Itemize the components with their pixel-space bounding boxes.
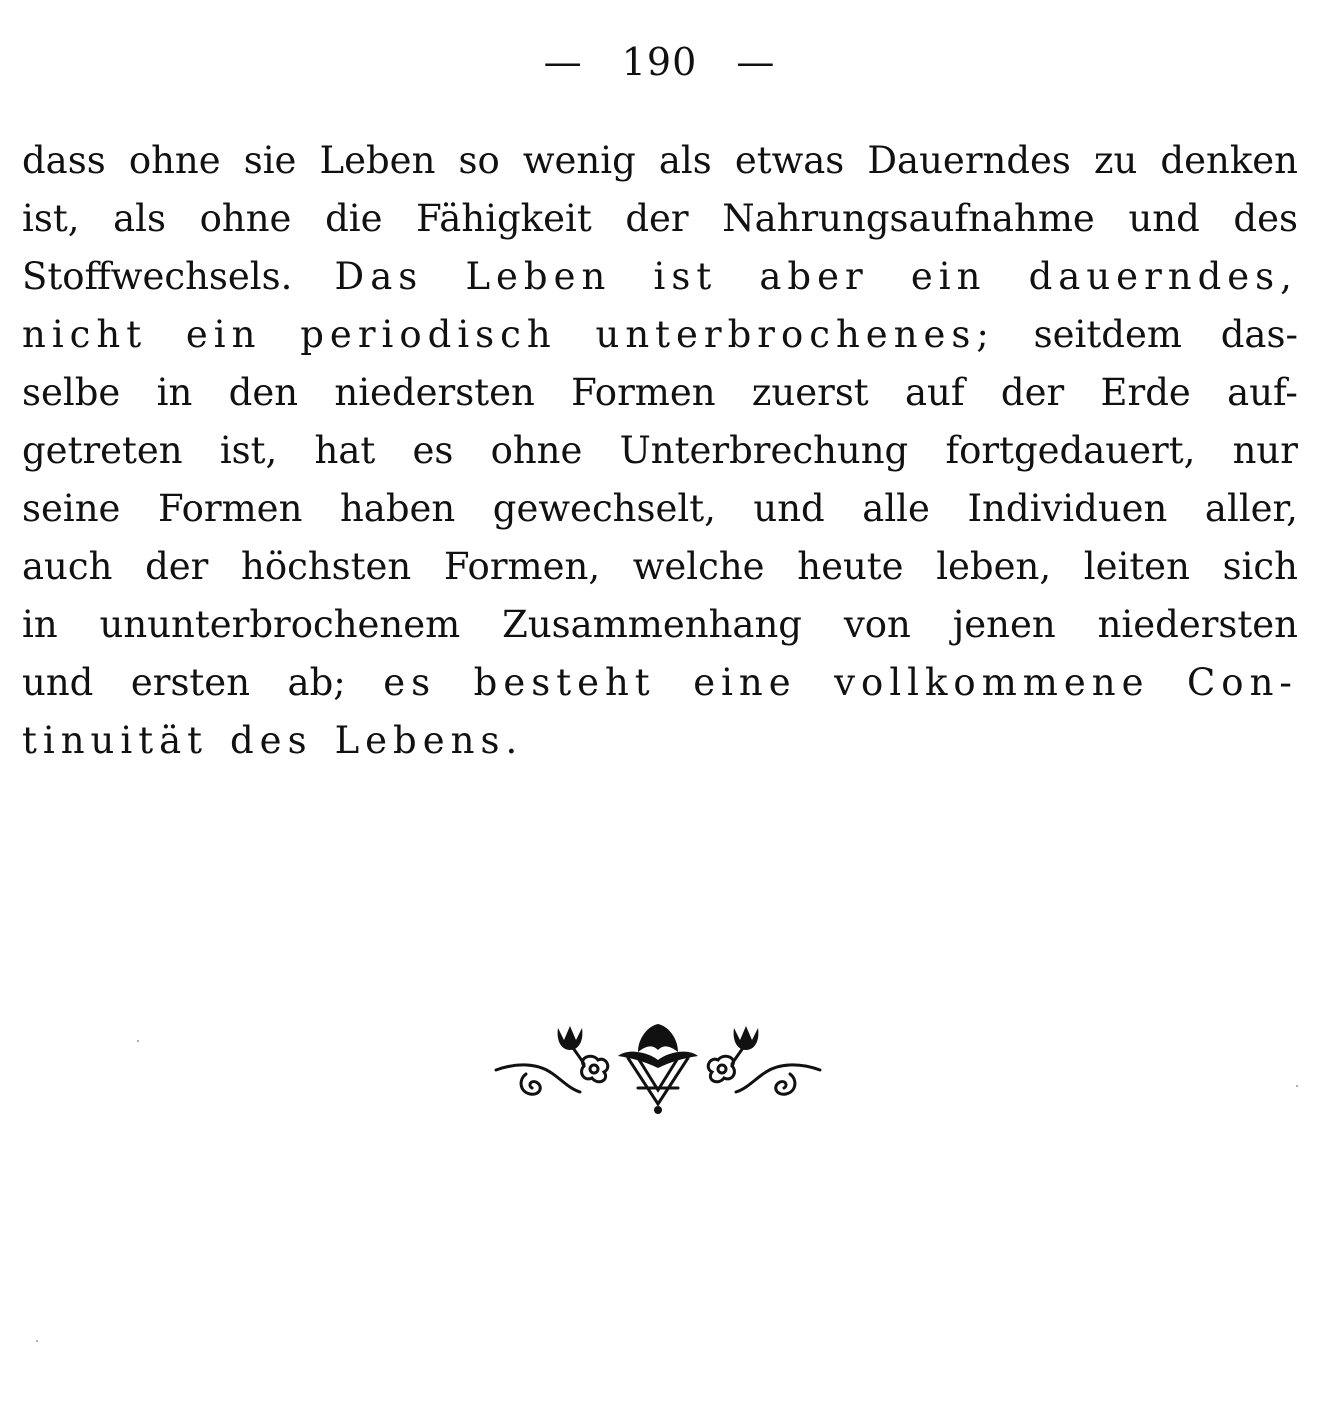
word: aber bbox=[759, 255, 869, 298]
page-header bbox=[0, 38, 1319, 86]
word: Formen, bbox=[443, 545, 601, 588]
word: ununterbrochenem bbox=[99, 603, 461, 646]
word: jenen bbox=[952, 603, 1056, 646]
word: wenig bbox=[522, 139, 636, 182]
word: Erde bbox=[1100, 371, 1191, 414]
word: von bbox=[843, 603, 911, 646]
text-line bbox=[22, 712, 1298, 770]
word: das- bbox=[1220, 313, 1298, 356]
word: seitdem bbox=[1033, 313, 1182, 356]
word: Nahrungsaufnahme bbox=[722, 197, 1095, 240]
word: etwas bbox=[734, 139, 845, 182]
word: alle bbox=[862, 487, 930, 530]
word: fortgedauert, bbox=[945, 429, 1196, 472]
word: ist, bbox=[22, 197, 80, 240]
word: leben, bbox=[936, 545, 1052, 588]
word: Stoffwechsels. bbox=[22, 255, 293, 298]
word: ohne bbox=[199, 197, 292, 240]
word: es bbox=[383, 661, 437, 704]
word: und bbox=[1128, 197, 1200, 240]
word: und bbox=[22, 661, 94, 704]
word: eine bbox=[693, 661, 797, 704]
text-line bbox=[22, 190, 1298, 248]
word: die bbox=[325, 197, 383, 240]
word: es bbox=[412, 429, 454, 472]
word: als bbox=[113, 197, 166, 240]
word: in bbox=[22, 603, 58, 646]
text-line bbox=[22, 654, 1298, 712]
word: der bbox=[1000, 371, 1065, 414]
paper-speck bbox=[137, 1040, 139, 1042]
word: ein bbox=[185, 313, 262, 356]
word: auch bbox=[22, 545, 113, 588]
word: auf- bbox=[1227, 371, 1298, 414]
word: ist bbox=[653, 255, 718, 298]
text-line bbox=[22, 364, 1298, 422]
word: sich bbox=[1222, 545, 1298, 588]
word: ohne bbox=[490, 429, 583, 472]
word: selbe bbox=[22, 371, 121, 414]
word: tinuität bbox=[22, 719, 208, 762]
text-line bbox=[22, 480, 1298, 538]
word: welche bbox=[632, 545, 765, 588]
word: Zusammenhang bbox=[502, 603, 802, 646]
word: haben bbox=[339, 487, 456, 530]
word: besteht bbox=[473, 661, 656, 704]
word: getreten bbox=[22, 429, 183, 472]
word: Leben bbox=[465, 255, 612, 298]
word: aller, bbox=[1204, 487, 1298, 530]
word: periodisch bbox=[300, 313, 557, 356]
word: Con- bbox=[1187, 661, 1298, 704]
word: unterbrochenes; bbox=[595, 313, 995, 356]
paper-speck bbox=[1296, 1085, 1298, 1087]
word: sie bbox=[243, 139, 297, 182]
word: ersten bbox=[130, 661, 251, 704]
page-number: 190 bbox=[621, 40, 698, 84]
word: so bbox=[458, 139, 500, 182]
word: ein bbox=[910, 255, 987, 298]
word: Individuen bbox=[967, 487, 1168, 530]
word: niedersten bbox=[334, 371, 535, 414]
text-line bbox=[22, 132, 1298, 190]
word: Lebens. bbox=[334, 719, 524, 762]
text-line bbox=[22, 422, 1298, 480]
header-dash-right: — bbox=[736, 40, 776, 84]
text-line bbox=[22, 248, 1298, 306]
word: Dauerndes bbox=[867, 139, 1071, 182]
word: der bbox=[625, 197, 689, 240]
word: des bbox=[1233, 197, 1298, 240]
word: Leben bbox=[319, 139, 436, 182]
text-line bbox=[22, 306, 1298, 364]
word: zuerst bbox=[751, 371, 869, 414]
text-line bbox=[22, 538, 1298, 596]
word: dass bbox=[22, 139, 106, 182]
word: dauerndes, bbox=[1028, 255, 1298, 298]
word: in bbox=[156, 371, 193, 414]
word: Das bbox=[334, 255, 424, 298]
word: und bbox=[753, 487, 825, 530]
word: Formen bbox=[157, 487, 303, 530]
word: ab; bbox=[287, 661, 346, 704]
word: der bbox=[145, 545, 209, 588]
word: seine bbox=[22, 487, 121, 530]
word: heute bbox=[797, 545, 904, 588]
header-dash-left: — bbox=[543, 40, 583, 84]
word: Unterbrechung bbox=[619, 429, 909, 472]
word: höchsten bbox=[241, 545, 412, 588]
word: auf bbox=[905, 371, 965, 414]
body-text bbox=[22, 132, 1298, 770]
word: vollkommene bbox=[834, 661, 1150, 704]
word: Fähigkeit bbox=[416, 197, 592, 240]
word: Formen bbox=[571, 371, 716, 414]
word: hat bbox=[314, 429, 376, 472]
word: zu bbox=[1094, 139, 1138, 182]
word: niedersten bbox=[1097, 603, 1298, 646]
word: denken bbox=[1160, 139, 1298, 182]
paper-speck bbox=[36, 1340, 38, 1342]
word: als bbox=[658, 139, 712, 182]
word: nicht bbox=[22, 313, 148, 356]
word: nur bbox=[1232, 429, 1298, 472]
text-line bbox=[22, 596, 1298, 654]
word: des bbox=[230, 719, 313, 762]
word: den bbox=[228, 371, 299, 414]
word: leiten bbox=[1083, 545, 1190, 588]
word: ist, bbox=[219, 429, 278, 472]
word: gewechselt, bbox=[492, 487, 716, 530]
floral-ornament-icon bbox=[488, 1018, 828, 1118]
word: ohne bbox=[128, 139, 221, 182]
